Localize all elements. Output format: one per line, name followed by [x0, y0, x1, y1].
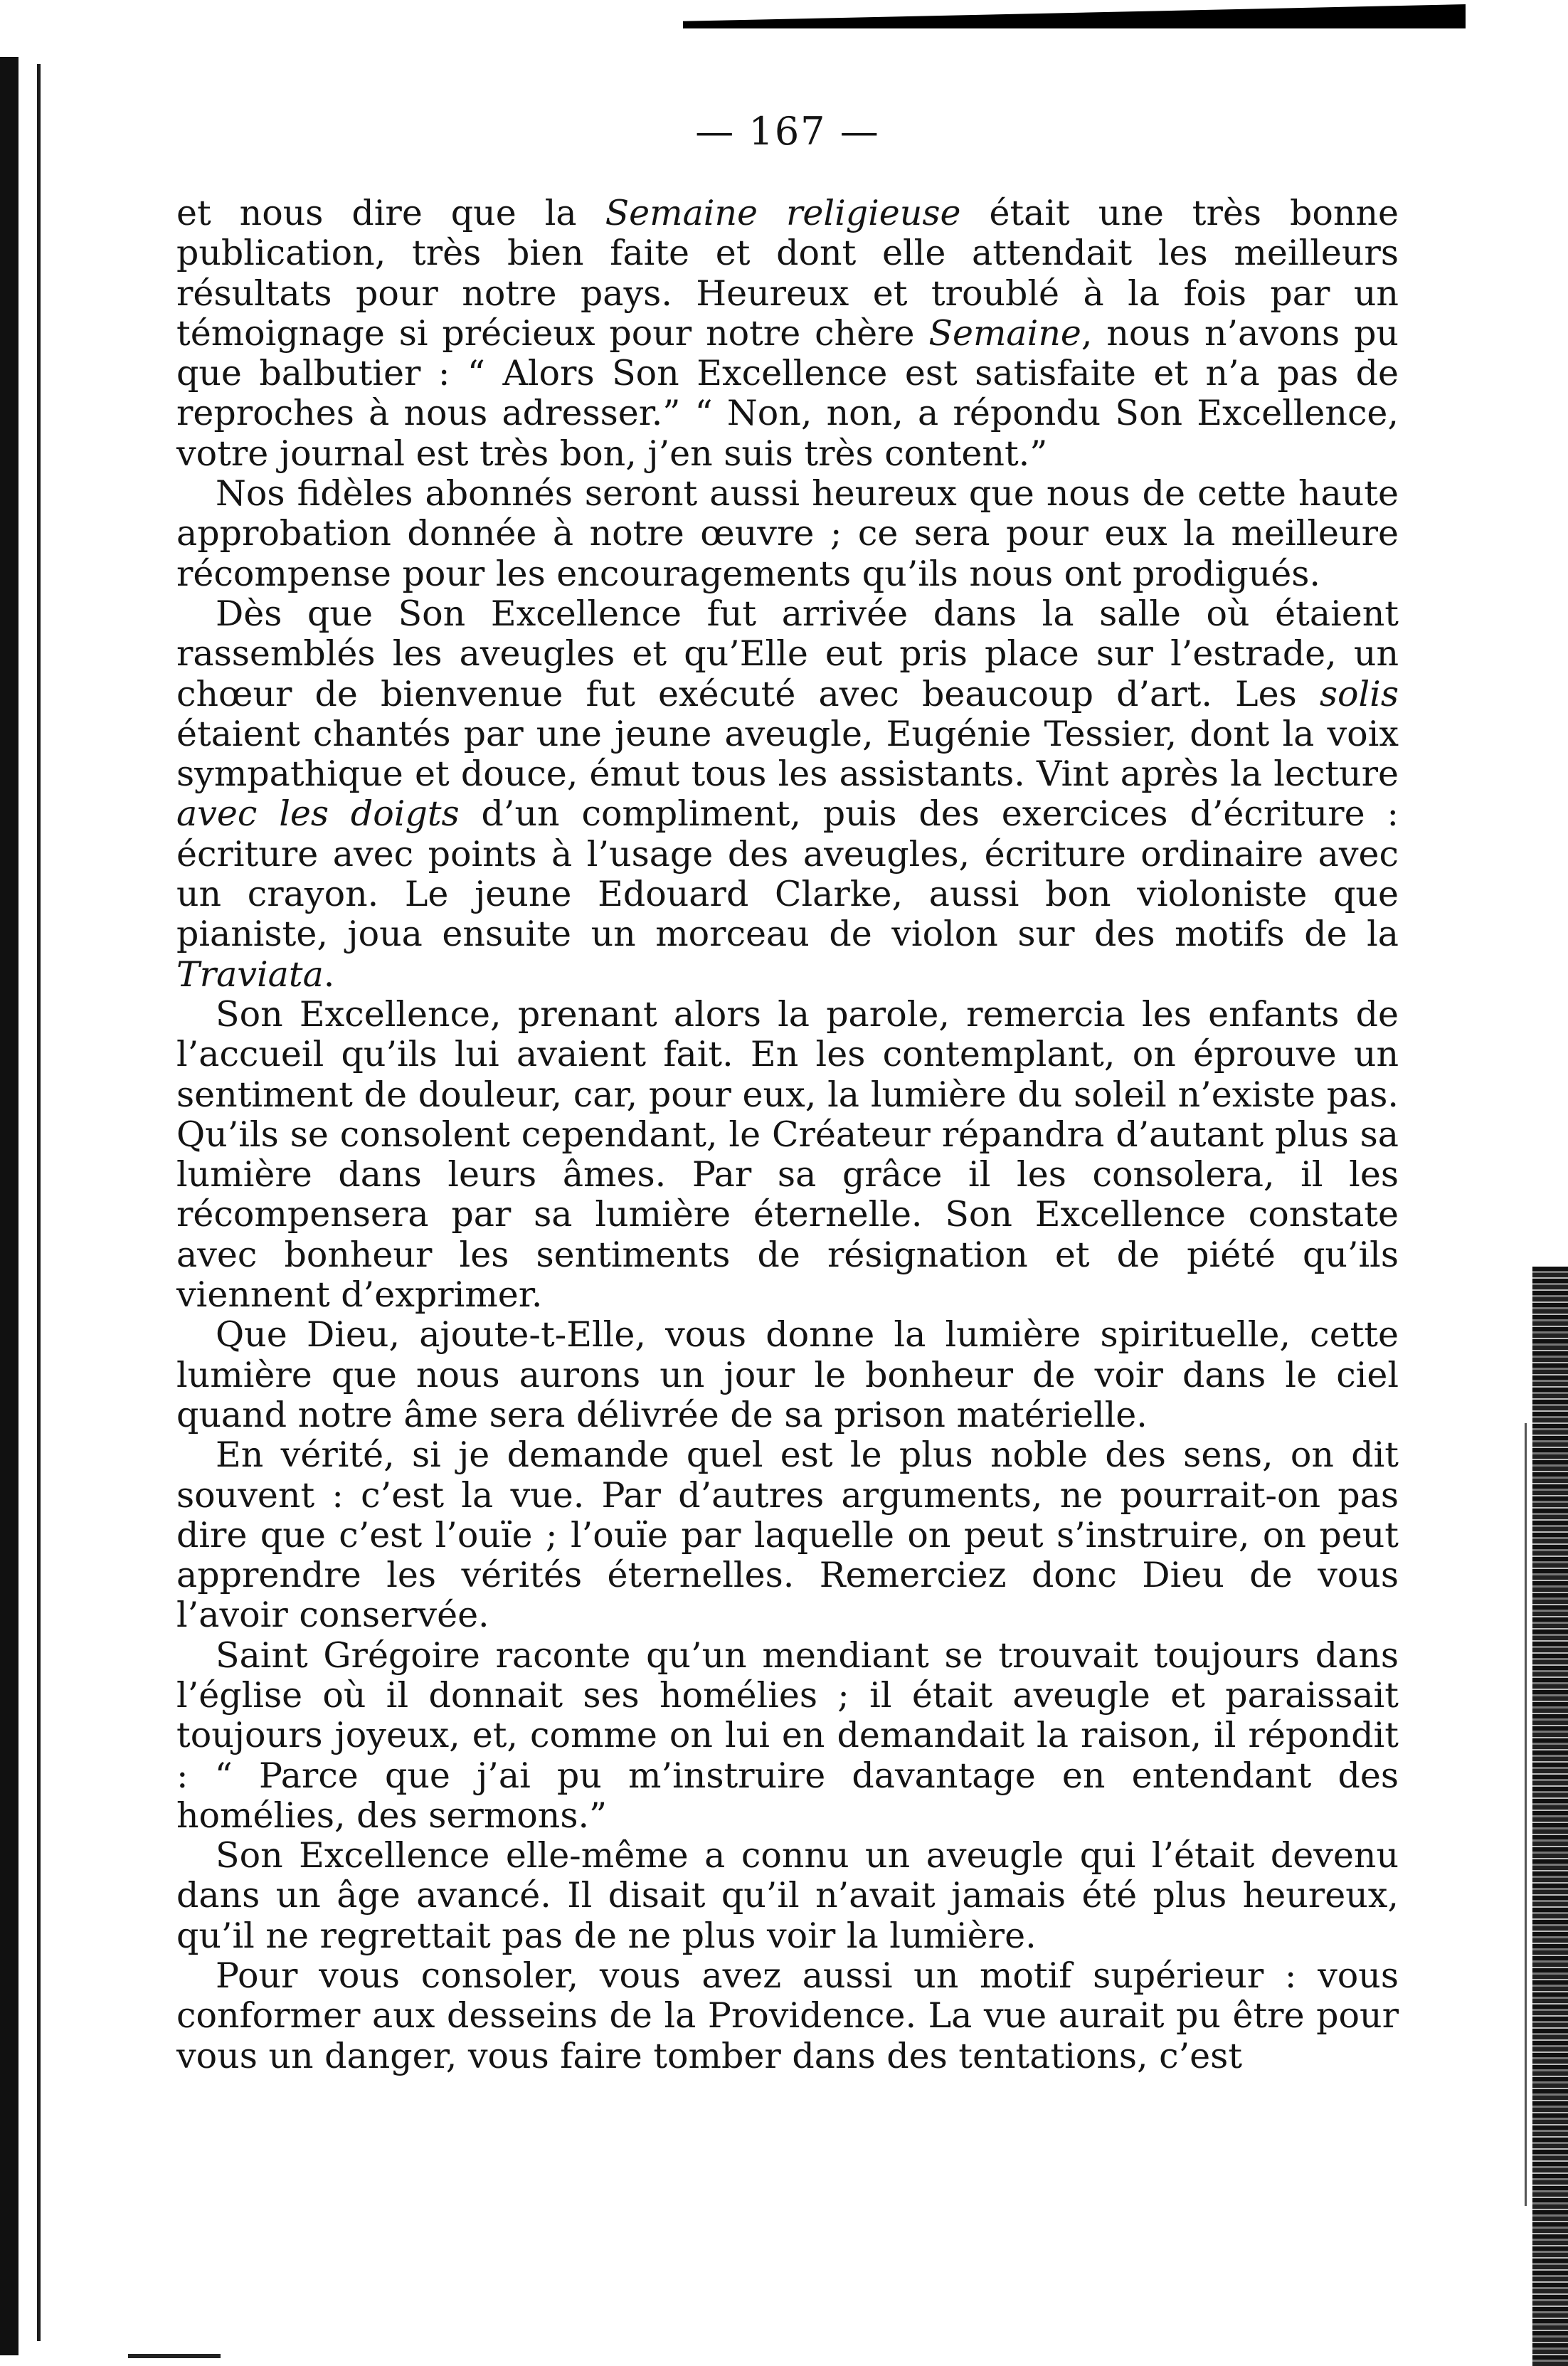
- text-segment: étaient chantés par une jeune aveugle, Eugénie Tessier, dont la voix sympathique et douce, émut tous les assistants. Vint après la lecture: [176, 713, 1399, 795]
- text-segment: d’un compliment, puis des exercices d’écriture : écriture avec points à l’usage des aveugles, écriture ordinaire avec un crayon. Le jeune Edouard Clarke, aussi bon violoniste que pianiste, joua ensuite un morceau de violon sur des motifs de la: [176, 793, 1399, 955]
- text-segment: Son Excellence elle-même a connu un aveugle qui l’était devenu dans un âge avancé. Il disait qu’il n’avait jamais été plus heureux, qu’il ne regrettait pas de ne plus voir la lumière.: [176, 1835, 1399, 1956]
- paragraph: [176, 995, 1399, 1315]
- text-segment: Son Excellence, prenant alors la parole, remercia les enfants de l’accueil qu’ils lui avaient fait. En les contemplant, on éprouve un sentiment de douleur, car, pour eux, la lumière du soleil n’existe pas. Qu’ils se consolent cependant, le Créateur répandra d’autant plus sa lumière dans leurs âmes. Par sa grâce il les consolera, il les récompensera par sa lumière éternelle. Son Excellence constate avec bonheur les sentiments de résignation et de piété qu’ils viennent d’exprimer.: [176, 993, 1399, 1316]
- text-segment: Saint Grégoire raconte qu’un mendiant se trouvait toujours dans l’église où il donnait ses homélies ; il était aveugle et paraissait toujours joyeux, et, comme on lui en demandait la raison, il répondit : “ Parce que j’ai pu m’instruire davantage en entendant des homélies, des sermons.”: [176, 1634, 1399, 1836]
- text-segment: , nous n’avons pu que balbutier : “ Alors Son Excellence est satisfaite et n’a pas de reproches à nous adresser.” “ Non, non, a répondu Son Excellence, votre journal est très bon, j’en suis très content.”: [176, 312, 1399, 474]
- paragraph: [176, 1435, 1399, 1635]
- scan-border-top: [683, 4, 1466, 28]
- text-segment: Dès que Son Excellence fut arrivée dans la salle où étaient rassemblés les aveugles et qu’Elle eut pris place sur l’estrade, un chœur de bienvenue fut exécuté avec beaucoup d’art. Les: [176, 593, 1399, 714]
- scan-border-right-inner: [1525, 1423, 1527, 2206]
- italic-text: Semaine: [928, 312, 1081, 354]
- text-segment: Que Dieu, ajoute-t-Elle, vous donne la lumière spirituelle, cette lumière que nous aurons un jour le bonheur de voir dans le ciel quand notre âme sera délivrée de sa prison matérielle.: [176, 1314, 1399, 1435]
- page-body-text: [176, 194, 1399, 2076]
- italic-text: Semaine religieuse: [605, 193, 961, 233]
- paragraph: [176, 1956, 1399, 2076]
- scan-border-left: [0, 57, 18, 2355]
- italic-text: Traviata: [176, 954, 324, 995]
- book-page: [176, 107, 1399, 2076]
- scan-border-left-inner: [37, 64, 41, 2341]
- text-segment: était une très bonne publication, très bien faite et dont elle attendait les meilleurs résultats pour notre pays. Heureux et troublé à la fois par un témoignage si précieux pour notre chère: [176, 193, 1399, 354]
- paragraph: [176, 474, 1399, 594]
- page-number: — 167 —: [695, 109, 880, 154]
- text-segment: .: [323, 954, 335, 995]
- text-segment: En vérité, si je demande quel est le plus noble des sens, on dit souvent : c’est la vue. Par d’autres arguments, ne pourrait-on pas dire que c’est l’ouïe ; l’ouïe par laquelle on peut s’instruire, on peut apprendre les vérités éternelles. Remerciez donc Dieu de vous l’avoir conservée.: [176, 1435, 1399, 1636]
- text-segment: Pour vous consoler, vous avez aussi un motif supérieur : vous conformer aux desseins de la Providence. La vue aurait pu être pour vous un danger, vous faire tomber dans des tentations, c’est: [176, 1955, 1399, 2076]
- scan-mark-bottom: [128, 2354, 221, 2358]
- italic-text: solis: [1319, 673, 1399, 714]
- paragraph: [176, 194, 1399, 474]
- paragraph: [176, 594, 1399, 995]
- scan-border-right: [1532, 1267, 1568, 2366]
- text-segment: Nos fidèles abonnés seront aussi heureux que nous de cette haute approbation donnée à notre œuvre ; ce sera pour eux la meilleure récompense pour les encouragements qu’ils nous ont prodigués.: [176, 473, 1399, 594]
- paragraph: [176, 1636, 1399, 1836]
- text-segment: et nous dire que la: [176, 193, 605, 233]
- paragraph: [176, 1315, 1399, 1435]
- italic-text: avec les doigts: [176, 793, 460, 835]
- paragraph: [176, 1836, 1399, 1956]
